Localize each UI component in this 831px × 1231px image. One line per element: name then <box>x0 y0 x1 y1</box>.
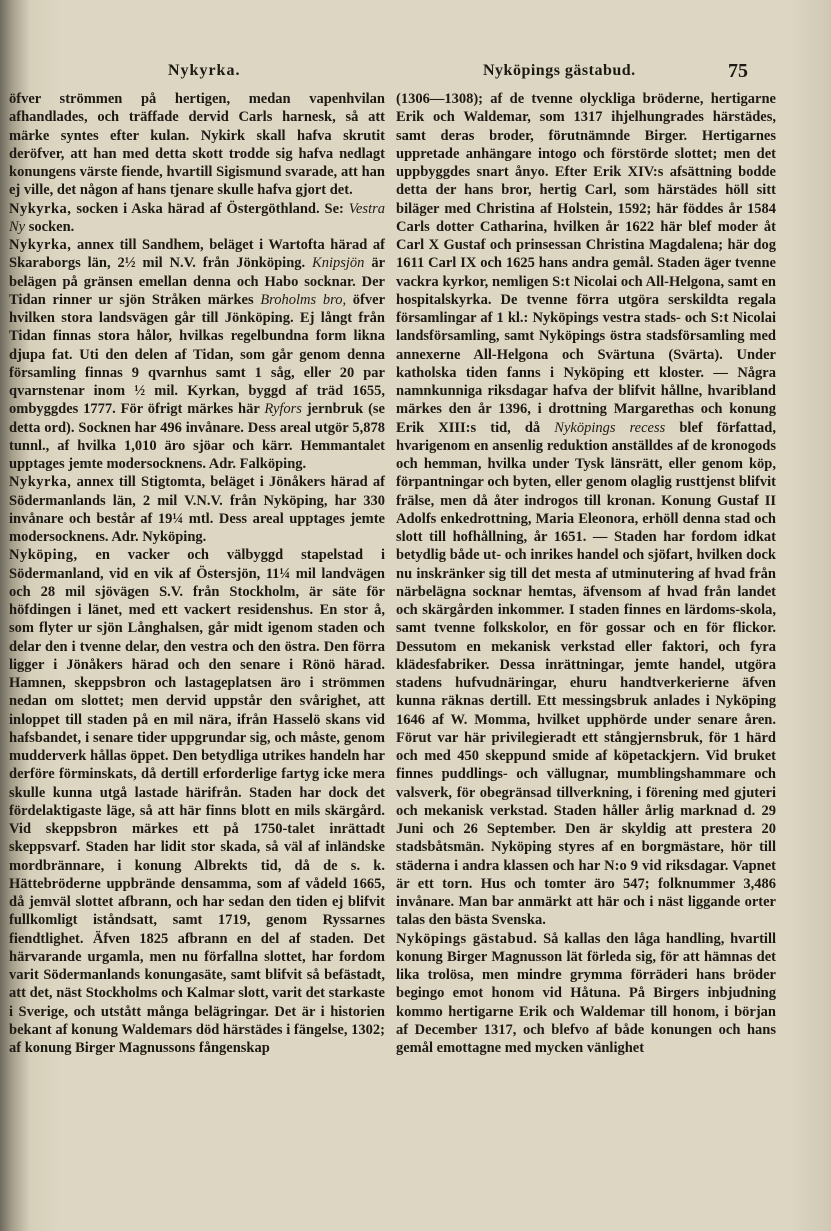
italic-term: Vestra Ny <box>9 200 385 235</box>
paragraph <box>396 90 776 930</box>
running-header <box>0 62 831 86</box>
italic-term: Ryfors <box>264 401 302 418</box>
paragraph-text: är belägen på gränsen emellan denna och Habo socknar. Der Tidan rinner ur sjön Stråken märkes <box>9 255 386 308</box>
paragraph <box>9 473 385 546</box>
paragraph-text: en vacker och välbyggd stapelstad i Södermanland, vid en vik af Östersjön, 11¼ mil landvägen och 28 mil sjövägen S.V. från Stockholm, är säte för höfdingen i länet, med ett vackert residenshus. En stor å, som flyter ur sjön Långhalsen, går midt igenom staden och delar den i tvenne delar, den vestra och den östra. Den förra ligger i Jönåkers härad och den senare i Rönö härad. Hamnen, skeppsbron och lastageplatsen äro i strömmen nedan om slottet; men dervid uppstår den svårighet, att inloppet till staden på en mil nära, ifrån Hasselö skans vid hafsbandet, i senare tider uppgrundar sig, och måste, genom mudderverk hållas öppet. Den betydliga utrikes handeln har derföre förminskats, då dertill erforderlige fartyg icke mera skulle kunna utgå lastade härifrån. Staden har dock det fördelaktigaste läge, så att här finns blott en mils skärgård. Vid skeppsbron märkes ett på 1750-talet inrättadt skeppsvarf. Staden har lidit stor skada, så väl af inländske mordbrännare, i konung Albrekts tid, då de s. k. Hättebröderne uppbrände densamma, som af vådeld 1665, då jemväl slottet afbrann, och har sedan den tiden ej blifvit fullkomligt iståndsatt, samt 1719, genom Ryssarnes fiendtlighet. Äfven 1825 afbrann en del af staden. Det härvarande urgamla, men nu förfallna slottet, har fordom varit Södermanlands konungasäte, samt blifvit så befästadt, att det, näst Stockholms och Kalmar slott, varit det starkaste i Sverige, och utstått många belägringar. Det är i historien bekant af konung Waldemars död härstädes i fängelse, 1302; af konung Birger Magnussons fångenskap <box>9 547 385 1056</box>
paragraph-text: öfver strömmen på hertigen, medan vapenhvilan afhandlades, och träffade dervid Carls harnesk, så att märke syntes efter kulan. Nykirk skall hafva skrutit deröfver, att han med detta skott trodde sig hafva nedlagt konungens värste fiende, hvartill Sigismund svarade, att han ej ville, det någon af hans tjenare skulle hafva gjort det. <box>9 91 385 199</box>
paragraph-text: öfver hvilken stora landsvägen går till Jönköping. Ej långt från Tidan finnas stora hålor, hvilkas regelbundna form likna djupa fat. Uti den delen af Tidan, som går genom denna församling finnas 9 qvarnhus samt 1 såg, eller 20 par qvarnstenar inom ½ mil. Kyrkan, byggd af träd 1655, ombyggdes 1777. För öfrigt märkes här <box>9 291 386 418</box>
entry-headword: Nykyrka, <box>9 237 72 253</box>
paragraph <box>9 236 385 473</box>
italic-term: Nyköpings recess <box>554 419 666 436</box>
paragraph <box>9 200 385 237</box>
left-text-column <box>9 90 385 1057</box>
paragraph <box>396 930 776 1058</box>
right-text-column <box>396 90 776 1057</box>
entry-headword: Nykyrka, <box>9 474 72 491</box>
paragraph-text: (1306—1308); af de tvenne olyckliga bröderne, hertigarne Erik och Waldemar, som 1317 ihjelhungrades härstädes, samt deras broder, förutnämnde Birger. Hertigarnes uppretade anhängare intogo och förstörde slottet; men det uppbyggdes snart ånyo. Efter Erik XIV:s afsättning bodde detta der hans bror, hertig Carl, som härstädes höll sitt biläger med Christina af Holstein, 1592; här föddes år 1584 Carls dotter Catharina, hvilken år 1622 här blef moder åt Carl X Gustaf och prinsessan Christina Magdalena; här dog 1611 Carl IX och 1625 hans andra gemål. Staden äger tvenne vackra kyrkor, nemligen S:t Nicolai och All-Helgona, samt en hospitalskyrka. De tvenne förra utgöra serskildta regala församlingar af 1 kl.: Nyköpings vestra stads- och S:t Nicolai landsförsamling, samt Nyköpings östra stadsförsamling med annexerne All-Helgona och Svärtuna (Svärta). Under katholska tiden fanns i Nyköping ett kloster. — Några namnkunniga riksdagar hafva der blifvit hållne, hvaribland märkes den år 1396, i drottning Margarethas och konung Erik XIII:s tid, då <box>396 91 776 436</box>
entry-headword: Nykyrka, <box>9 200 72 217</box>
italic-term: Broholms bro, <box>260 291 347 308</box>
paragraph-text: Så kallas den låga handling, hvartill konung Birger Magnusson lät förleda sig, för att hämnas det lika trolösa, men mindre grymma förräderi hans bröder begingo emot honom vid Håtuna. På Birgers inbjudning kommo hertigarne Erik och Waldemar till honom, i början af December 1317, och blefvo af både konungen och hans gemål emottagne med mycken vänlighet <box>396 930 776 1056</box>
italic-term: Knipsjön <box>312 255 365 272</box>
entry-headword: Nyköpings gästabud. <box>396 930 538 947</box>
page-number: 75 <box>728 60 748 82</box>
paragraph-text: blef författad, hvarigenom en ansenlig reduktion anställdes af de kronogods och hemman, hvilka under Tysk länsrätt, eller genom köp, förpantningar och byten, eller genom olaglig rusttjenst blifvit frälse, men då åter indrogos till kronan. Konung Gustaf II Adolfs enkedrottning, Maria Eleonora, erhöll denna stad och slott till hofhållning, år 1651. — Staden har fordom idkat betydlig både ut- och inrikes handel och sjöfart, hvilken dock nu inskränker sig till det mesta af utminutering af hvad från närbelägna socknar hemtas, äfvensom af hvad från landet och skärgården inkommer. I staden finnes en lärdoms-skola, samt tvenne folkskolor, en för gossar och en för flickor. Dessutom en mekanisk verkstad eller faktori, och fyra klädesfabriker. Dessa inrättningar, jemte handel, utgöra stadens hufvudnäringar, ehuru handtverkerierne äfven kunna räknas dertill. Ett messingsbruk anlades i Nyköping 1646 af W. Momma, hvilket upphörde under senare åren. Förut var här privilegieradt ett stångjernsbruk, för 1 härd och med 450 skeppund smide af köpetackjern. Vid bruket finnes puddlings- och vällugnar, mumblingshammare och valsverk, för obegränsad tillverkning, i förening med gjuteri och mekanisk verkstad. Staden håller årlig marknad d. 29 Juni och 26 September. Den är skyldig att prestera 20 stadsbåtsmän. Nyköping styres af en borgmästare, hör till städerna i andra klassen och har N:o 9 vid riksdagar. Vapnet är ett torn. Hus och tomter äro 547; folknummer 3,486 invånare. Man bar anmärkt att här och i näst liggande orter talas den bästa Svenska. <box>396 419 776 929</box>
right-running-head: Nyköpings gästabud. <box>483 62 636 79</box>
left-running-head: Nykyrka. <box>168 62 241 79</box>
paragraph <box>9 546 385 1057</box>
entry-headword: Nyköping, <box>9 547 78 564</box>
paragraph-text: socken. <box>25 218 75 235</box>
paragraph-text: jernbruk (se detta ord). Socknen har 496 invånare. Dess areal utgör 5,878 tunnl., af hvilka 1,010 äro sjöar och kärr. Hemmantalet upptages jemte modersocknens. Adr. Falköping. <box>9 401 385 472</box>
paragraph-text: annex till Sandhem, beläget i Wartofta härad af Skaraborgs län, 2½ mil N.V. från Jönköping. <box>9 237 385 272</box>
paragraph <box>9 90 385 200</box>
paragraph-text: socken i Aska härad af Östergöthland. Se: <box>71 200 349 217</box>
paragraph-text: annex till Stigtomta, beläget i Jönåkers härad af Södermanlands län, 2 mil V.N.V. från Nyköping, har 330 invånare och består af 19¼ mtl. Dess areal upptages jemte modersocknens. Adr. Nyköping. <box>9 474 385 545</box>
